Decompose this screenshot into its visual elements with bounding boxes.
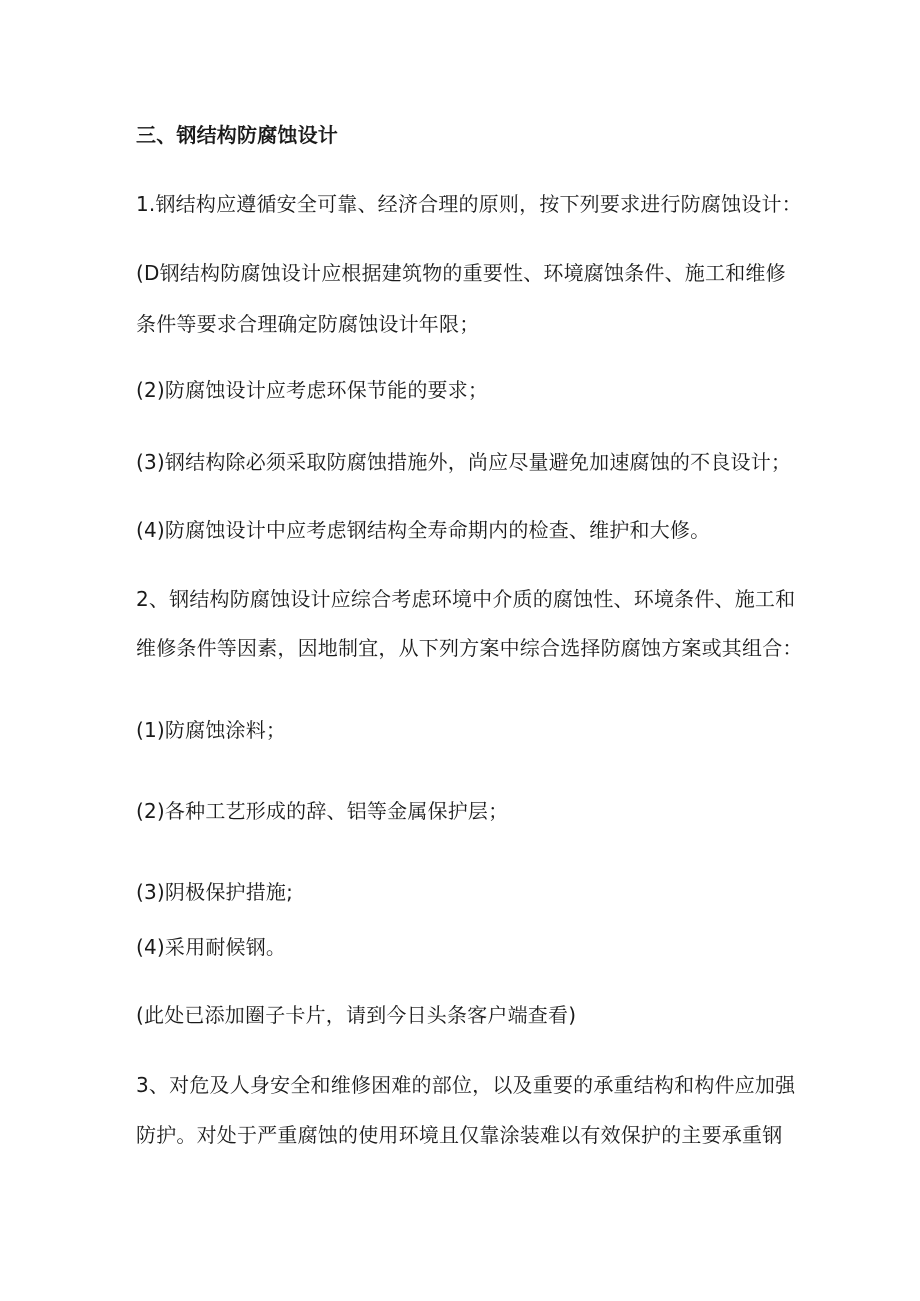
paragraph-1: 1.钢结构应遵循安全可靠、经济合理的原则，按下列要求进行防腐蚀设计： [136,192,802,216]
list-item: (4)防腐蚀设计中应考虑钢结构全寿命期内的检查、维护和大修。 [136,518,711,542]
list-item: (2)各种工艺形成的辞、铝等金属保护层； [136,799,509,823]
paragraph-2-line: 维修条件等因素，因地制宜，从下列方案中综合选择防腐蚀方案或其组合： [136,636,803,660]
list-item: (2)防腐蚀设计应考虑环保节能的要求； [136,378,489,402]
card-placeholder-note: (此处已添加圈子卡片，请到今日头条客户端查看) [136,1003,577,1027]
section-heading: 三、钢结构防腐蚀设计 [136,123,338,147]
paragraph-3-line: 3、对危及人身安全和维修困难的部位，以及重要的承重结构和构件应加强 [136,1073,796,1097]
list-item-continuation: 条件等要求合理确定防腐蚀设计年限； [136,312,480,336]
list-item: (4)采用耐候钢。 [136,935,287,959]
list-item: (3)钢结构除必须采取防腐蚀措施外，尚应尽量避免加速腐蚀的不良设计； [136,450,792,474]
list-item: (1)防腐蚀涂料； [136,718,287,742]
paragraph-3-line: 防护。对处于严重腐蚀的使用环境且仅靠涂装难以有效保护的主要承重钢 [136,1123,783,1147]
list-item: (3)阴极保护措施; [136,880,294,904]
paragraph-2-line: 2、钢结构防腐蚀设计应综合考虑环境中介质的腐蚀性、环境条件、施工和 [136,587,796,611]
list-item: (D钢结构防腐蚀设计应根据建筑物的重要性、环境腐蚀条件、施工和维修 [136,261,786,285]
